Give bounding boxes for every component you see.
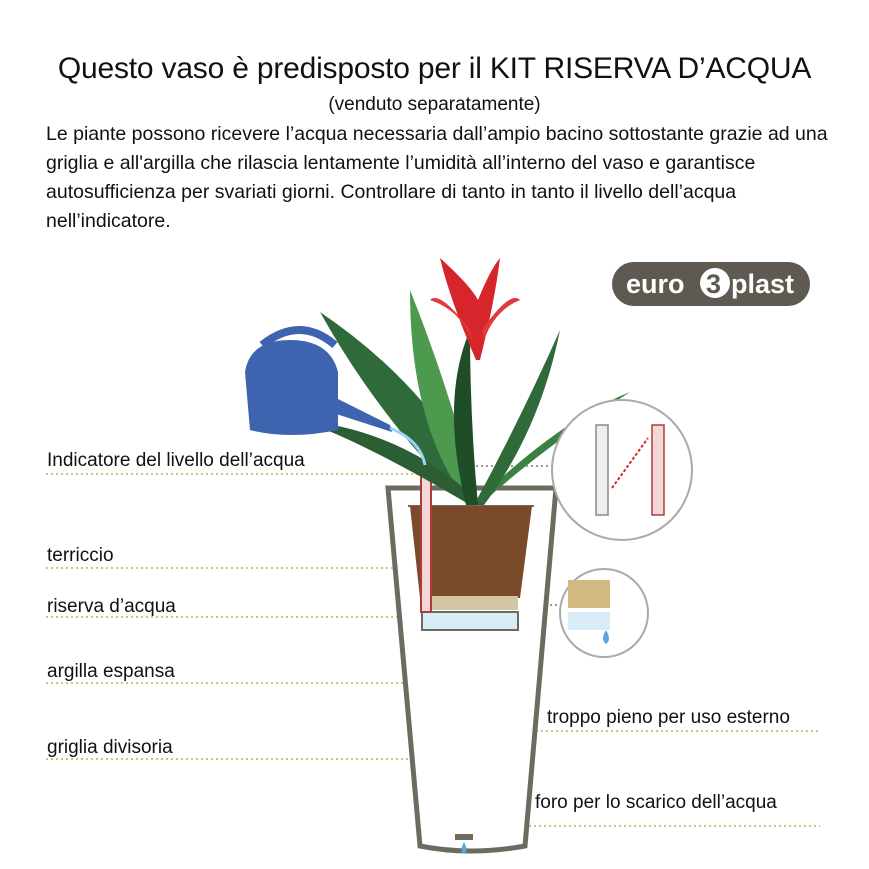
label-soil: terriccio	[47, 545, 114, 566]
logo-text-euro: euro	[626, 269, 685, 299]
label-overflow: troppo pieno per uso esterno	[547, 707, 790, 728]
description-text: Le piante possono ricevere l’acqua necessaria dall’ampio bacino sottostante grazie ad una griglia e all'argilla che rilascia lentamente l’umidità all’interno del vaso e garantisce autosufficienza per svariati giorni. Controllare di tanto in tanto il livello dell’acqua nell’indicatore.	[46, 123, 828, 232]
label-clay: argilla espansa	[47, 661, 175, 682]
page-title: Questo vaso è predisposto per il KIT RISERVA D’ACQUA	[57, 52, 812, 85]
label-reserve: riserva d’acqua	[47, 596, 176, 617]
page-subtitle: (venduto separatamente)	[328, 94, 541, 115]
logo-text-plast: plast	[731, 269, 795, 299]
label-grid: griglia divisoria	[47, 737, 173, 758]
pot-icon	[388, 462, 556, 854]
indicator-detail	[552, 400, 692, 540]
overflow-detail	[560, 569, 648, 657]
label-indicator: Indicatore del livello dell’acqua	[47, 450, 305, 471]
label-drain: foro per lo scarico dell’acqua	[535, 792, 777, 813]
logo-text-3: 3	[706, 269, 722, 299]
